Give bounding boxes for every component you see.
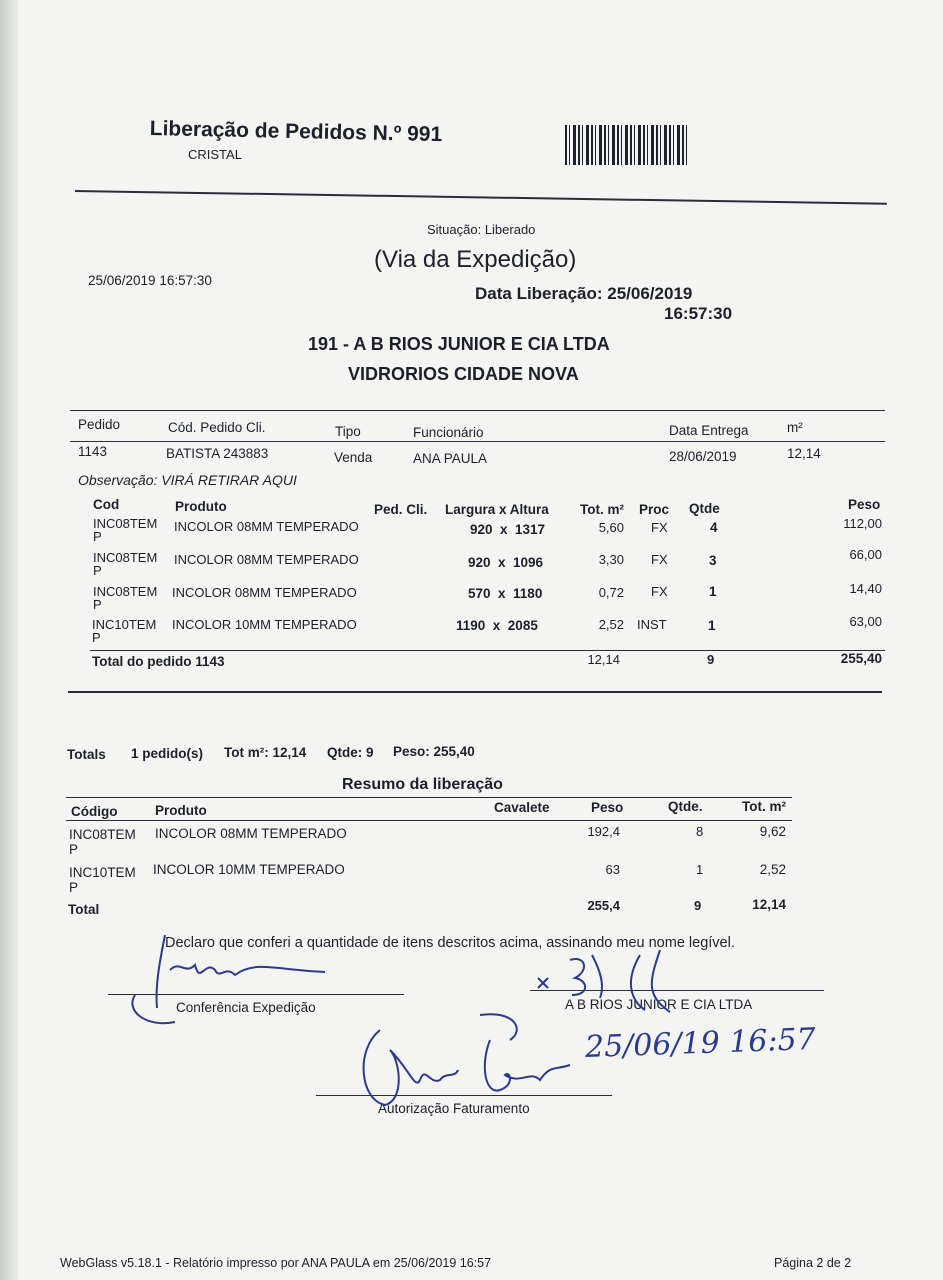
totals-peso: Peso: 255,40 [393,744,475,759]
pedido-numero: 1143 [78,444,108,459]
signature-empresa-image [530,940,710,1020]
order-header-line [70,441,885,442]
item-proc: FX [651,584,668,599]
item-tot-m2: 2,52 [598,617,624,632]
col-ped-cli: Ped. Cli. [374,502,428,517]
resumo-peso: 192,4 [587,824,620,839]
resumo-total-label: Total [68,902,100,917]
order-end-divider [68,691,882,693]
item-produto: INCOLOR 10MM TEMPERADO [172,617,357,632]
totals-m2: Tot m²: 12,14 [224,745,307,760]
resumo-col-cavalete: Cavalete [494,800,550,815]
data-liberacao-time: 16:57:30 [664,304,733,323]
client-name: 191 - A B RIOS JUNIOR E CIA LTDA [308,334,610,354]
resumo-produto: INCOLOR 10MM TEMPERADO [153,862,345,877]
item-produto: INCOLOR 08MM TEMPERADO [172,585,357,600]
item-dimensoes: 920 x 1317 [470,522,546,537]
empresa-label: A B RIOS JUNIOR E CIA LTDA [565,997,753,1012]
resumo-header-line [66,820,792,821]
item-produto: INCOLOR 08MM TEMPERADO [174,519,359,534]
item-tot-m2: 3,30 [598,552,624,567]
item-cod-suffix: P [93,597,102,612]
col-dimensoes: Largura x Altura [445,502,549,517]
col-produto: Produto [175,499,227,514]
table-row [0,614,943,651]
item-cod: INC10TEM [92,617,157,632]
item-proc: FX [651,520,668,535]
col-peso: Peso [848,497,881,512]
resumo-cod: INC08TEM [69,827,136,842]
col-tot-m2: Tot. m² [580,502,624,517]
item-peso: 14,40 [849,581,882,596]
item-cod-suffix: P [93,529,102,544]
totals-label: Totals [67,747,106,762]
col-funcionario: Funcionário [413,425,484,440]
via-label: (Via da Expedição) [374,246,577,273]
data-liberacao-label: Data Liberação: 25/06/2019 [475,284,693,303]
table-row [0,824,943,862]
order-total-qtde: 9 [707,652,715,667]
signature-autorizacao-image [340,1010,580,1120]
resumo-col-qtde: Qtde. [668,799,703,814]
col-tipo: Tipo [335,424,361,439]
signature-conferencia-image [125,930,365,1030]
handwritten-date: 25/06/19 16:57 [584,1021,817,1066]
document-title: Liberação de Pedidos N.º 991 [149,117,443,147]
order-total-peso: 255,40 [840,651,882,666]
resumo-cod-suffix: P [69,842,79,857]
resumo-col-peso: Peso [591,800,624,815]
col-proc: Proc [639,502,670,517]
resumo-col-tot: Tot. m² [742,799,786,814]
resumo-total-tot: 12,14 [752,897,786,912]
item-qtde: 1 [708,618,716,633]
header-divider [75,190,887,205]
col-m2: m² [787,420,803,435]
item-proc: FX [651,552,668,567]
resumo-top-line [66,797,792,798]
col-cod-cli: Cód. Pedido Cli. [168,420,266,435]
items-bottom-line [90,650,885,651]
col-data-entrega: Data Entrega [669,423,749,438]
situacao-label: Situação: Liberado [427,222,536,237]
autorizacao-label: Autorização Faturamento [378,1101,530,1116]
item-proc: INST [637,617,667,632]
resumo-peso: 63 [605,862,620,877]
item-peso: 66,00 [849,547,882,562]
item-cod: INC08TEM [93,584,158,599]
table-row [0,862,943,900]
item-tot-m2: 0,72 [598,585,624,600]
pedido-data-entrega: 28/06/2019 [669,449,737,464]
conferencia-label: Conferência Expedição [176,1000,316,1015]
item-tot-m2: 5,60 [598,520,624,535]
table-row [0,547,943,584]
item-qtde: 3 [709,553,717,568]
resumo-tot: 2,52 [759,862,786,877]
pedido-funcionario: ANA PAULA [413,451,488,466]
client-store: VIDRORIOS CIDADE NOVA [348,364,579,384]
pedido-m2: 12,14 [787,446,821,461]
order-total-m2: 12,14 [587,652,620,667]
barcode-image [565,125,687,165]
item-qtde: 4 [710,520,718,535]
item-cod-suffix: P [92,630,101,645]
declaration-text: Declaro que conferi a quantidade de itens descritos acima, assinando meu nome legível. [165,935,735,951]
resumo-col-codigo: Código [71,804,118,819]
pedido-cod-cli: BATISTA 243883 [166,446,269,461]
resumo-col-produto: Produto [155,803,207,818]
document-subtitle: CRISTAL [188,147,242,162]
order-total-label: Total do pedido 1143 [92,654,225,669]
resumo-produto: INCOLOR 08MM TEMPERADO [155,826,347,841]
resumo-cod: INC10TEM [69,865,136,880]
item-qtde: 1 [709,584,717,599]
resumo-total-qtde: 9 [694,898,702,913]
item-cod-suffix: P [93,563,102,578]
item-peso: 112,00 [843,516,882,531]
totals-qtde: Qtde: 9 [327,745,374,760]
col-qtde: Qtde [689,501,720,516]
resumo-tot: 9,62 [759,824,786,839]
item-produto: INCOLOR 08MM TEMPERADO [174,552,359,567]
table-row [0,581,943,618]
item-dimensoes: 920 x 1096 [468,555,544,570]
pedido-tipo: Venda [334,450,373,465]
order-top-line [70,410,885,411]
resumo-cod-suffix: P [69,880,79,895]
item-dimensoes: 570 x 1180 [468,586,543,601]
footer-page: Página 2 de 2 [774,1256,852,1270]
col-pedido: Pedido [78,417,121,432]
pedido-observacao: Observação: VIRÁ RETIRAR AQUI [78,472,297,488]
item-cod: INC08TEM [93,516,158,531]
footer-info: WebGlass v5.18.1 - Relatório impresso por ANA PAULA em 25/06/2019 16:57 [60,1256,492,1270]
item-cod: INC08TEM [93,550,158,565]
totals-pedidos: 1 pedido(s) [131,746,204,761]
print-timestamp: 25/06/2019 16:57:30 [88,273,212,288]
col-cod: Cod [93,497,120,512]
resumo-total-peso: 255,4 [587,898,620,913]
item-dimensoes: 1190 x 2085 [456,618,538,633]
resumo-qtde: 1 [696,862,704,877]
resumo-title: Resumo da liberação [342,776,503,793]
item-peso: 63,00 [849,614,882,629]
table-row [0,516,943,550]
resumo-qtde: 8 [696,824,704,839]
